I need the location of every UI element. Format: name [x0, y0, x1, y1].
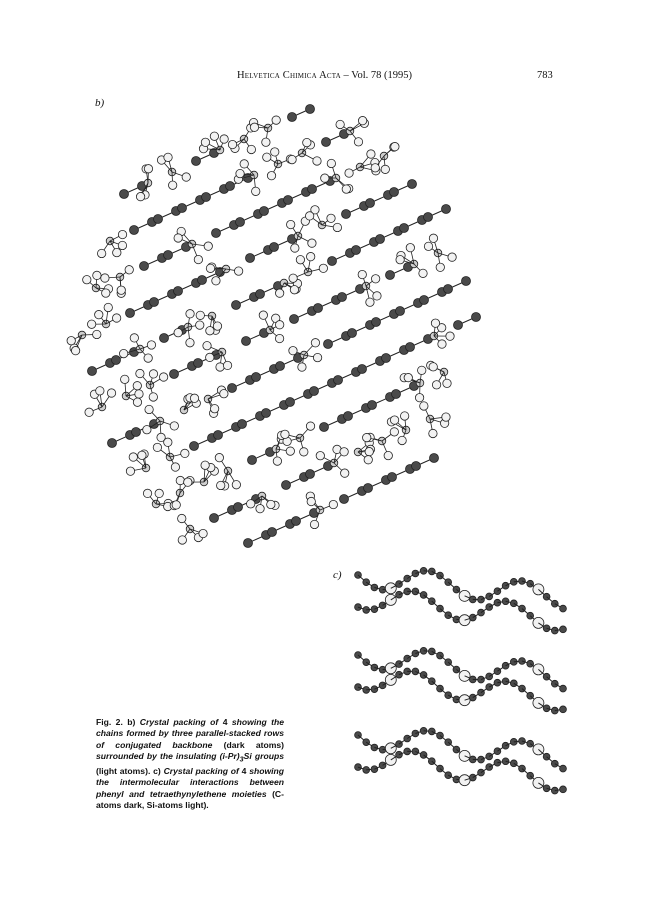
light-atom — [371, 164, 379, 172]
dark-atom — [244, 539, 253, 548]
light-atom — [306, 252, 314, 260]
dark-atom — [234, 503, 243, 512]
dark-atom — [288, 113, 297, 122]
light-atom — [307, 497, 315, 505]
light-atom — [306, 422, 314, 430]
light-atom — [85, 408, 93, 416]
light-atom — [419, 269, 427, 277]
light-atom — [196, 321, 204, 329]
light-atom — [190, 394, 198, 402]
light-atom — [93, 271, 101, 279]
dark-atom — [160, 334, 169, 343]
light-atom — [186, 339, 194, 347]
dark-atom — [344, 412, 353, 421]
light-atom — [117, 286, 125, 294]
dark-atom — [314, 304, 323, 313]
light-atom — [194, 255, 202, 263]
light-atom — [133, 398, 141, 406]
dark-atom — [310, 387, 319, 396]
dark-atom — [382, 354, 391, 363]
c-atom — [560, 685, 567, 692]
light-atom — [275, 289, 283, 297]
dark-atom — [256, 290, 265, 299]
dark-atom — [262, 409, 271, 418]
light-atom — [102, 289, 110, 297]
dark-atom — [108, 439, 117, 448]
light-atom — [296, 256, 304, 264]
light-atom — [67, 336, 75, 344]
light-atom — [358, 116, 366, 124]
dark-atom — [324, 340, 333, 349]
light-atom — [119, 349, 127, 357]
light-atom — [174, 234, 182, 242]
light-atom — [118, 230, 126, 238]
light-atom — [170, 422, 178, 430]
light-atom — [228, 140, 236, 148]
light-atom — [206, 353, 214, 361]
light-atom — [391, 142, 399, 150]
light-atom — [308, 239, 316, 247]
c-atom — [551, 680, 558, 687]
dark-atom — [120, 190, 129, 199]
light-atom — [107, 389, 115, 397]
light-atom — [443, 379, 451, 387]
panel-c-label: c) — [333, 569, 342, 581]
dark-atom — [154, 215, 163, 224]
c-atom — [445, 612, 452, 619]
light-atom — [201, 461, 209, 469]
light-atom — [136, 369, 144, 377]
light-atom — [429, 234, 437, 242]
dark-atom — [420, 296, 429, 305]
dark-atom — [268, 528, 277, 537]
dark-atom — [130, 226, 139, 235]
dark-atom — [210, 514, 219, 523]
light-atom — [176, 476, 184, 484]
light-atom — [83, 276, 91, 284]
light-atom — [149, 370, 157, 378]
light-atom — [256, 504, 264, 512]
dark-atom — [226, 182, 235, 191]
light-atom — [113, 248, 121, 256]
dark-atom — [202, 193, 211, 202]
light-atom — [271, 148, 279, 156]
light-atom — [247, 145, 255, 153]
light-atom — [288, 155, 296, 163]
panel-b-crystal-packing — [67, 105, 480, 548]
dark-atom — [306, 470, 315, 479]
page-number: 783 — [537, 70, 553, 81]
c-atom — [551, 600, 558, 607]
dark-atom — [368, 401, 377, 410]
light-atom — [155, 489, 163, 497]
light-atom — [215, 453, 223, 461]
light-atom — [121, 375, 129, 383]
light-atom — [448, 253, 456, 261]
panel-c-crystal-packing — [355, 567, 567, 794]
light-atom — [252, 187, 260, 195]
light-atom — [145, 405, 153, 413]
c-atom — [527, 580, 534, 587]
light-atom — [104, 303, 112, 311]
light-atom — [406, 243, 414, 251]
light-atom — [149, 393, 157, 401]
light-atom — [316, 451, 324, 459]
dark-atom — [270, 243, 279, 252]
light-atom — [234, 267, 242, 275]
light-atom — [138, 451, 146, 459]
light-atom — [303, 138, 311, 146]
light-atom — [311, 339, 319, 347]
dark-atom — [386, 271, 395, 280]
dark-atom — [170, 370, 179, 379]
dark-atom — [462, 277, 471, 286]
light-atom — [432, 381, 440, 389]
dark-atom — [392, 390, 401, 399]
light-atom — [164, 153, 172, 161]
dark-atom — [232, 301, 241, 310]
light-atom — [336, 120, 344, 128]
light-atom — [196, 311, 204, 319]
dark-atom — [340, 495, 349, 504]
light-atom — [159, 373, 167, 381]
dark-atom — [358, 365, 367, 374]
light-atom — [212, 277, 220, 285]
light-atom — [210, 132, 218, 140]
light-atom — [172, 501, 180, 509]
dark-atom — [198, 276, 207, 285]
light-atom — [327, 159, 335, 167]
light-atom — [272, 116, 280, 124]
light-atom — [310, 520, 318, 528]
light-atom — [136, 192, 144, 200]
figure-caption: Fig. 2. b) Crystal packing of 4 showing the chains formed by three parallel-stacked rows of conjugated backbone (dark atoms) surrounded by the insulating $(i-Pr)_3Si$ groups (light atoms). c) Crystal packing of 4 showing the intermolecular interactions between phenyl and tetraethynylethene moieties (C-atoms dark, Si-atoms light). — [96, 717, 285, 810]
light-atom — [341, 469, 349, 477]
dark-atom — [284, 196, 293, 205]
c-atom — [551, 760, 558, 767]
dark-atom — [338, 293, 347, 302]
light-atom — [345, 169, 353, 177]
light-atom — [340, 448, 348, 456]
light-atom — [259, 311, 267, 319]
light-atom — [313, 157, 321, 165]
light-atom — [101, 274, 109, 282]
light-atom — [354, 138, 362, 146]
journal-title: Helvetica Chimica Acta – Vol. 78 (1995) — [237, 70, 412, 81]
light-atom — [168, 181, 176, 189]
light-atom — [384, 451, 392, 459]
light-atom — [267, 171, 275, 179]
light-atom — [178, 536, 186, 544]
light-atom — [220, 135, 228, 143]
dark-atom — [276, 362, 285, 371]
dark-atom — [408, 180, 417, 189]
light-atom — [93, 330, 101, 338]
dark-atom — [322, 138, 331, 147]
dark-atom — [242, 337, 251, 346]
light-atom — [400, 412, 408, 420]
dark-atom — [442, 205, 451, 214]
c-atom — [560, 706, 567, 713]
c-atom — [560, 605, 567, 612]
light-atom — [363, 433, 371, 441]
light-atom — [144, 354, 152, 362]
light-atom — [396, 255, 404, 263]
light-atom — [321, 174, 329, 182]
dark-atom — [352, 246, 361, 255]
dark-atom — [140, 262, 149, 271]
light-atom — [286, 220, 294, 228]
light-atom — [112, 314, 120, 322]
light-atom — [286, 447, 294, 455]
light-atom — [125, 266, 133, 274]
light-atom — [203, 342, 211, 350]
light-atom — [246, 500, 254, 508]
light-atom — [262, 138, 270, 146]
dark-atom — [164, 251, 173, 260]
light-atom — [365, 447, 373, 455]
dark-atom — [366, 199, 375, 208]
light-atom — [206, 327, 214, 335]
light-atom — [290, 286, 298, 294]
light-atom — [436, 263, 444, 271]
light-atom — [298, 363, 306, 371]
light-atom — [273, 457, 281, 465]
dark-atom — [372, 318, 381, 327]
light-atom — [236, 169, 244, 177]
dark-atom — [472, 313, 481, 322]
dark-atom — [286, 398, 295, 407]
light-atom — [358, 270, 366, 278]
dark-atom — [334, 376, 343, 385]
dark-atom — [246, 254, 255, 263]
dark-atom — [88, 367, 97, 376]
dark-atom — [430, 454, 439, 463]
light-atom — [364, 456, 372, 464]
dark-atom — [150, 298, 159, 307]
light-atom — [143, 426, 151, 434]
dark-atom — [126, 309, 135, 318]
dark-atom — [214, 431, 223, 440]
light-atom — [171, 463, 179, 471]
light-atom — [319, 264, 327, 272]
light-atom — [217, 481, 225, 489]
c-atom — [527, 660, 534, 667]
light-atom — [174, 328, 182, 336]
dark-atom — [396, 307, 405, 316]
light-atom — [147, 341, 155, 349]
light-atom — [204, 242, 212, 250]
light-atom — [342, 185, 350, 193]
light-atom — [305, 212, 313, 220]
light-atom — [300, 448, 308, 456]
light-atom — [201, 138, 209, 146]
c-atom — [560, 765, 567, 772]
light-atom — [143, 489, 151, 497]
dark-atom — [174, 287, 183, 296]
light-atom — [420, 402, 428, 410]
light-atom — [126, 467, 134, 475]
light-atom — [199, 529, 207, 537]
dark-atom — [424, 213, 433, 222]
light-atom — [184, 478, 192, 486]
light-atom — [404, 373, 412, 381]
light-atom — [373, 292, 381, 300]
light-atom — [313, 353, 321, 361]
light-atom — [415, 393, 423, 401]
light-atom — [220, 389, 228, 397]
light-atom — [250, 123, 258, 131]
dark-atom — [238, 420, 247, 429]
light-atom — [118, 241, 126, 249]
light-atom — [240, 160, 248, 168]
light-atom — [367, 150, 375, 158]
dark-atom — [228, 384, 237, 393]
dark-atom — [412, 462, 421, 471]
light-atom — [186, 310, 194, 318]
light-atom — [178, 514, 186, 522]
dark-atom — [454, 321, 463, 330]
light-atom — [446, 332, 454, 340]
dark-atom — [400, 224, 409, 233]
dark-atom — [290, 315, 299, 324]
panel-b-label: b) — [95, 97, 105, 109]
light-atom — [431, 319, 439, 327]
light-atom — [182, 173, 190, 181]
light-atom — [133, 382, 141, 390]
light-atom — [390, 428, 398, 436]
dark-atom — [194, 359, 203, 368]
c-atom — [560, 626, 567, 633]
light-atom — [213, 322, 221, 330]
light-atom — [371, 275, 379, 283]
c-atom — [560, 786, 567, 793]
dark-atom — [178, 204, 187, 213]
light-atom — [281, 430, 289, 438]
light-atom — [223, 361, 231, 369]
light-atom — [291, 244, 299, 252]
light-atom — [329, 500, 337, 508]
dark-atom — [444, 285, 453, 294]
light-atom — [275, 321, 283, 329]
light-atom — [232, 481, 240, 489]
dark-atom — [342, 210, 351, 219]
light-atom — [130, 334, 138, 342]
light-atom — [424, 242, 432, 250]
light-atom — [153, 443, 161, 451]
dark-atom — [282, 481, 291, 490]
dark-atom — [212, 229, 221, 238]
light-atom — [206, 264, 214, 272]
light-atom — [438, 340, 446, 348]
light-atom — [289, 346, 297, 354]
light-atom — [333, 223, 341, 231]
dark-atom — [248, 456, 257, 465]
dark-atom — [112, 356, 121, 365]
light-atom — [275, 334, 283, 342]
dark-atom — [260, 207, 269, 216]
dark-atom — [328, 257, 337, 266]
dark-atom — [364, 484, 373, 493]
dark-atom — [306, 105, 315, 114]
light-atom — [71, 346, 79, 354]
light-atom — [181, 449, 189, 457]
light-atom — [327, 214, 335, 222]
dark-atom — [320, 423, 329, 432]
dark-atom — [388, 473, 397, 482]
dark-atom — [192, 157, 201, 166]
c-atom — [445, 692, 452, 699]
dark-atom — [348, 329, 357, 338]
light-atom — [135, 390, 143, 398]
dark-atom — [308, 185, 317, 194]
dark-atom — [376, 235, 385, 244]
light-atom — [164, 438, 172, 446]
light-atom — [429, 429, 437, 437]
light-atom — [390, 416, 398, 424]
light-atom — [381, 165, 389, 173]
light-atom — [398, 436, 406, 444]
dark-atom — [236, 218, 245, 227]
light-atom — [267, 500, 275, 508]
light-atom — [418, 366, 426, 374]
dark-atom — [132, 428, 141, 437]
light-atom — [289, 274, 297, 282]
dark-atom — [190, 442, 199, 451]
c-atom — [445, 772, 452, 779]
light-atom — [87, 320, 95, 328]
light-atom — [95, 310, 103, 318]
light-atom — [144, 165, 152, 173]
light-atom — [429, 363, 437, 371]
light-atom — [366, 298, 374, 306]
light-atom — [263, 153, 271, 161]
dark-atom — [390, 188, 399, 197]
dark-atom — [406, 343, 415, 352]
light-atom — [210, 405, 218, 413]
c-atom — [527, 740, 534, 747]
dark-atom — [252, 373, 261, 382]
light-atom — [442, 413, 450, 421]
light-atom — [96, 387, 104, 395]
light-atom — [97, 249, 105, 257]
light-atom — [129, 453, 137, 461]
light-atom — [216, 363, 224, 371]
dark-atom — [292, 517, 301, 526]
